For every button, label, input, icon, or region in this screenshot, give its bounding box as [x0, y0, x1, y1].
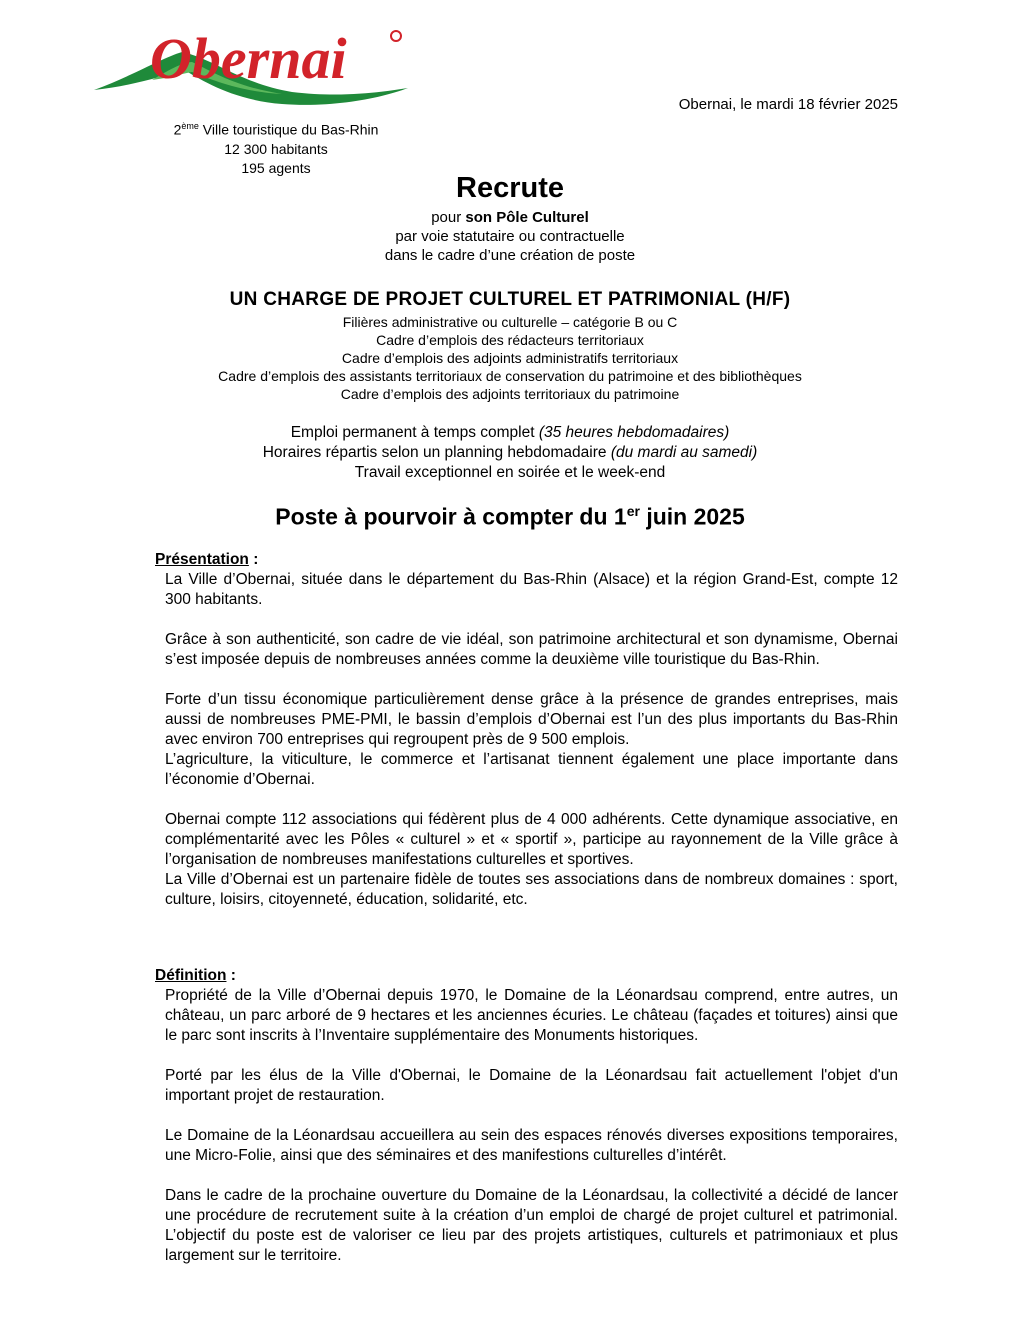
filiere-line: Filières administrative ou culturelle – catégorie B ou C	[342, 314, 678, 330]
filieres-list	[0, 313, 1020, 403]
filiere-line: Cadre d’emplois des assistants territoriaux de conservation du patrimoine et des bibliothèques	[218, 368, 802, 384]
presentation-body	[165, 570, 898, 930]
poste-date: Poste à pourvoir à compter du 1er juin 2025	[275, 503, 745, 530]
paragraph: Porté par les élus de la Ville d'Obernai, le Domaine de la Léonardsau fait actuellement l'objet d'un important projet de restauration.	[165, 1067, 898, 1104]
paragraph: Dans le cadre de la prochaine ouverture du Domaine de la Léonardsau, la collectivité a décidé de lancer une procédure de recrutement suite à la création d’un emploi de chargé de projet culturel et patrimonial. L’objectif du poste est de valoriser ce lieu par des projets artistiques, culturels et patrimoniaux et plus largement sur le territoire.	[165, 1187, 898, 1264]
paragraph: Propriété de la Ville d’Obernai depuis 1970, le Domaine de la Léonardsau comprend, entre autres, un château, un parc arboré de 9 hectares et les anciennes écuries. Le château (façades et toitures) ainsi que le parc sont inscrits à l’Inventaire supplémentaire des Monuments historiques.	[165, 987, 898, 1044]
job-title: UN CHARGE DE PROJET CULTUREL ET PATRIMONIAL (H/F)	[229, 289, 791, 310]
recrute-heading: Recrute	[456, 172, 564, 204]
paragraph: Forte d’un tissu économique particulièrement dense grâce à la présence de grandes entreprises, mais aussi de nombreuses PME-PMI, le bassin d’emplois d’Obernai est l’un des plus importants du Bas-Rhin avec environ 700 entreprises qui regroupent près de 9 500 emplois.	[165, 691, 898, 748]
filiere-line: Cadre d’emplois des adjoints administratifs territoriaux	[341, 350, 679, 366]
recrute-subtitle: pour son Pôle Culturel par voie statutaire ou contractuelle dans le cadre d’une création de poste	[384, 209, 636, 264]
paragraph: La Ville d’Obernai est un partenaire fidèle de toutes ses associations dans de nombreux domaines : sport, culture, loisirs, citoyenneté, éducation, solidarité, etc.	[165, 871, 898, 908]
paragraph: L’agriculture, la viticulture, le commerce et l’artisanat tiennent également une place importante dans l’économie d’Obernai.	[165, 751, 898, 788]
paragraph: La Ville d’Obernai, située dans le département du Bas-Rhin (Alsace) et la région Grand-Est, compte 12 300 habitants.	[165, 571, 898, 608]
filiere-line: Cadre d’emplois des rédacteurs territoriaux	[376, 332, 644, 348]
paragraph: Obernai compte 112 associations qui fédèrent plus de 4 000 adhérents. Cette dynamique associative, en complémentarité avec les Pôles « culturel » et « sportif », participe au rayonnement de la Ville grâce à l’organisation de nombreuses manifestations culturelles et sportives.	[165, 811, 898, 868]
emploi-conditions: Emploi permanent à temps complet (35 heures hebdomadaires) Horaires répartis selon un planning hebdomadaire (du mardi au samedi) Travail exceptionnel en soirée et le week-end	[262, 424, 758, 481]
filiere-line: Cadre d’emplois des adjoints territoriaux du patrimoine	[340, 386, 680, 402]
definition-body	[165, 986, 898, 1286]
document-date: Obernai, le mardi 18 février 2025	[678, 96, 898, 113]
city-agents: 195 agents	[241, 159, 311, 176]
city-inhabitants: 12 300 habitants	[224, 140, 328, 157]
pole-name: son Pôle Culturel	[465, 209, 589, 226]
obernai-logo	[92, 18, 412, 114]
paragraph: Grâce à son authenticité, son cadre de vie idéal, son patrimoine architectural et son dynamisme, Obernai s’est imposée depuis de nombreuses années comme la deuxième ville touristique du Bas-Rhin.	[165, 631, 898, 668]
presentation-heading: Présentation :	[155, 551, 259, 568]
definition-heading: Définition :	[155, 967, 236, 984]
city-info	[140, 117, 412, 178]
paragraph: Le Domaine de la Léonardsau accueillera au sein des espaces rénovés diverses expositions temporaires, une Micro-Folie, ainsi que des séminaires et des manifestions culturelles d’intérêt.	[165, 1127, 898, 1164]
city-rank: 2ème Ville touristique du Bas-Rhin	[173, 121, 379, 138]
logo-text: Obernai	[150, 26, 347, 91]
